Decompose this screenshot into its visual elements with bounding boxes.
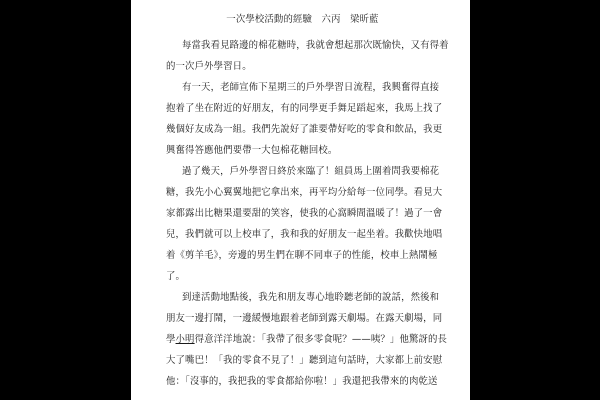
text-line: 着《剪羊毛》，旁邊的男生們在聊不同車子的性能，校車上熱鬧極 (166, 250, 438, 261)
text-line: 糖，我先小心翼翼地把它拿出來，再平均分給每一位同學。看見大 (166, 187, 443, 198)
text-line: 每當我看見路邊的棉花糖時，我就會想起那次既愉快，又有得着 (182, 40, 449, 51)
text-line: 了。 (166, 271, 186, 282)
text-line: 他：「沒事的，我把我的零食都給你啦！」我還把我帶來的肉乾送 (166, 376, 438, 387)
text-line: 的一次戶外學習日。 (166, 61, 252, 72)
document-page (131, 0, 470, 400)
text-line: 大了嘴巴！「我的零食不見了！」聽到這句話時，大家都上前安慰 (166, 355, 443, 366)
text-segment: 學 (166, 334, 176, 345)
document-title: 一次學校活動的經驗 六丙 梁昕藍 (226, 14, 379, 25)
text-line: 抱着了坐在附近的好朋友，有的同學更手舞足蹈起來，我馬上找了 (166, 103, 443, 114)
text-line: 家都露出比糖果還要甜的笑容，使我的心窩瞬間溫暖了！過了一會 (166, 208, 443, 219)
text-line: 有一天，老師宣佈下星期三的戶外學習日流程，我興奮得直接 (182, 82, 440, 93)
text-line: 興奮得答應他們要帶一大包棉花糖回校。 (166, 145, 338, 156)
underlined-name: 小明 (175, 334, 195, 345)
text-line: 幾個好友成為一組。我們先說好了誰要帶好吃的零食和飲品，我更 (166, 124, 443, 135)
text-segment: 得意洋洋地說：「我帶了很多零食呢？——咦？」他驚訝的長 (194, 334, 448, 345)
text-line (166, 334, 447, 346)
text-line: 過了幾天，戶外學習日終於來臨了！組員馬上圍着問我要棉花 (182, 166, 440, 177)
text-line: 到達活動地點後，我先和朋友專心地聆聽老師的說話，然後和 (182, 292, 440, 303)
text-line: 兒，我們就可以上校車了，我和我的好朋友一起坐着。我歡快地唱 (166, 229, 443, 240)
text-line: 朋友一邊打鬧，一邊緩慢地跟着老師到露天劇場。在露天劇場，同 (166, 313, 443, 324)
